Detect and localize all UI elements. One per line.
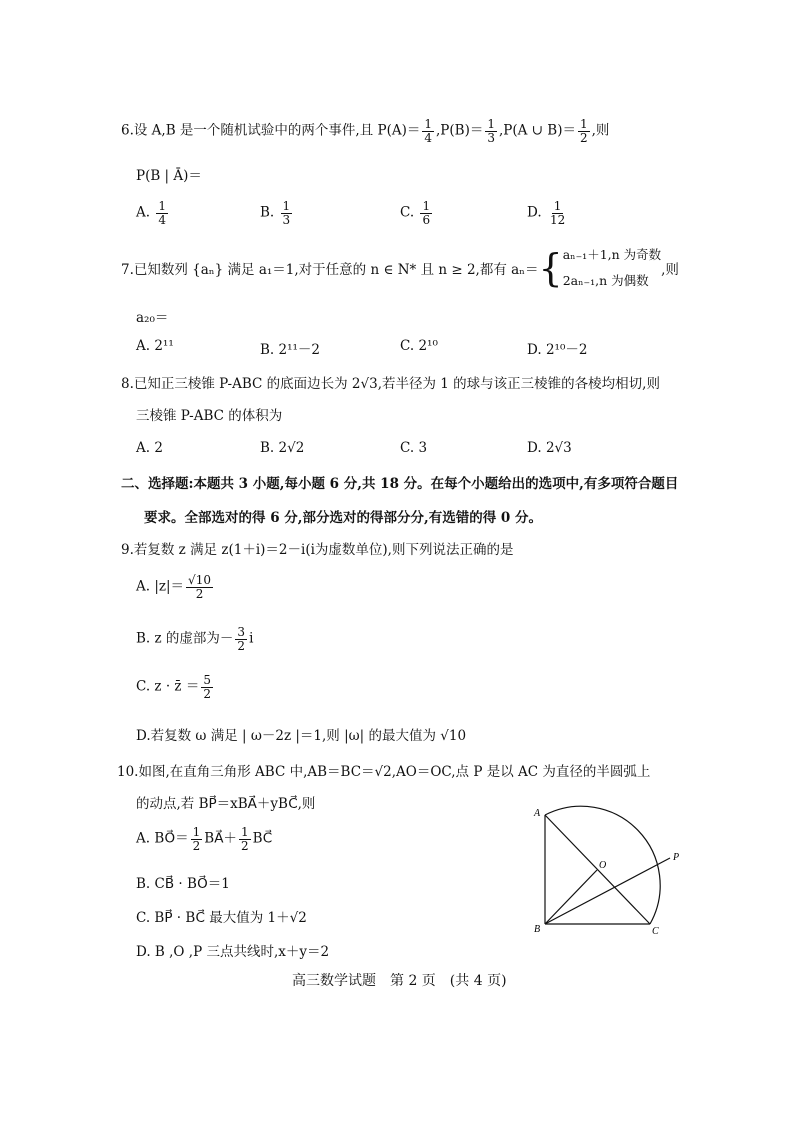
q7-cases xyxy=(563,242,661,294)
q7-line2: a₂₀＝ xyxy=(136,310,169,326)
q8-line2: 三棱锥 P-ABC 的体积为 xyxy=(136,408,283,424)
q10-line2: 的动点,若 BP⃗＝xBA⃗＋yBC⃗,则 xyxy=(136,796,316,812)
q6-option-c[interactable]: C. $\frac{1}{6}$ xyxy=(400,199,431,227)
q8-option-d[interactable]: D. 2√3 xyxy=(527,440,572,456)
q7-brace-icon: { xyxy=(538,246,563,290)
section2-line2: 要求。全部选对的得 6 分,部分选对的得部分分,有选错的得 0 分。 xyxy=(144,510,542,526)
q6-option-b[interactable]: B. $\frac{1}{3}$ xyxy=(260,199,291,227)
q7-option-d[interactable]: D. 2¹⁰－2 xyxy=(527,342,588,358)
q10-line1: 10.如图,在直角三角形 ABC 中,AB＝BC＝√2,AO＝OC,点 P 是以 AC 为直径的半圆弧上 xyxy=(117,764,651,780)
q6-option-a[interactable]: A. $\frac{1}{4}$ xyxy=(136,199,166,227)
q10-option-c[interactable]: C. BP⃗ · BC⃗ 最大值为 1＋√2 xyxy=(136,910,307,926)
q9-stem: 9.若复数 z 满足 z(1＋i)＝2－i(i为虚数单位),则下列说法正确的是 xyxy=(121,542,514,558)
q10-option-a[interactable]: A. BO⃗＝ $\frac{1}{2}$ BA⃗＋ $\frac{1}{2}$ BC⃗ xyxy=(136,825,273,853)
q8-option-c[interactable]: C. 3 xyxy=(400,440,428,456)
q6-end: ,则 xyxy=(591,122,610,139)
page-footer: 高三数学试题 第 2 页 (共 4 页) xyxy=(292,973,507,989)
label-b: B xyxy=(534,924,541,935)
q9-option-a[interactable]: A. |z|＝ $\frac{√10}{2}$ xyxy=(136,573,211,601)
q6-pab-fraction: $\frac{1}{2}$ xyxy=(579,117,588,145)
q7-line1 xyxy=(121,242,679,294)
q7-case-odd: aₙ₋₁＋1,n 为奇数 xyxy=(562,247,662,262)
q9-option-b[interactable]: B. z 的虚部为－ $\frac{3}{2}$ i xyxy=(136,625,254,653)
q8-line1: 8.已知正三棱锥 P-ABC 的底面边长为 2√3,若半径为 1 的球与该正三棱锥的各棱均相切,则 xyxy=(121,376,660,392)
q10-option-b[interactable]: B. CB⃗ · BO⃗＝1 xyxy=(136,876,230,892)
q6-mid1: ,P(B)＝ xyxy=(436,122,484,139)
q7-end: ,则 xyxy=(661,262,679,278)
q9-option-c[interactable]: C. z · z̄ ＝ $\frac{5}{2}$ xyxy=(136,673,211,701)
q6-stem: 6.设 A,B 是一个随机试验中的两个事件,且 P(A)＝ xyxy=(121,122,421,139)
q9-option-d[interactable]: D.若复数 ω 满足 | ω－2z |＝1,则 |ω| 的最大值为 √10 xyxy=(136,728,467,744)
q6-line1 xyxy=(121,118,609,144)
section2-line1: 二、选择题:本题共 3 小题,每小题 6 分,共 18 分。在每个小题给出的选项中,有多项符合题目 xyxy=(121,476,679,492)
q6-line2: P(B | Ā)＝ xyxy=(136,168,202,184)
q8-option-a[interactable]: A. 2 xyxy=(136,440,163,456)
q7-option-a[interactable]: A. 2¹¹ xyxy=(136,338,174,354)
q6-option-d[interactable]: D. $\frac{1}{12}$ xyxy=(527,199,566,227)
q6-mid2: ,P(A ∪ B)＝ xyxy=(499,122,576,139)
q7-option-c[interactable]: C. 2¹⁰ xyxy=(400,338,438,354)
q6-pb-fraction: $\frac{1}{3}$ xyxy=(487,117,495,145)
label-a: A xyxy=(534,808,541,819)
q8-option-b[interactable]: B. 2√2 xyxy=(260,440,305,456)
q7-case-even: 2aₙ₋₁,n 为偶数 xyxy=(562,273,649,288)
q7-option-b[interactable]: B. 2¹¹－2 xyxy=(260,342,321,358)
q10-figure xyxy=(530,800,700,940)
q10-option-d[interactable]: D. B ,O ,P 三点共线时,x＋y＝2 xyxy=(136,944,330,960)
segment-bo xyxy=(545,870,597,924)
label-p: P xyxy=(673,852,680,863)
q7-stem: 7.已知数列 {aₙ} 满足 a₁＝1,对于任意的 n ∈ N* 且 n ≥ 2,都有 aₙ＝ xyxy=(121,262,539,278)
label-o: O xyxy=(599,860,607,871)
q6-pa-fraction: $\frac{1}{4}$ xyxy=(424,117,433,145)
label-c: C xyxy=(652,926,659,937)
segment-bp xyxy=(545,858,670,924)
